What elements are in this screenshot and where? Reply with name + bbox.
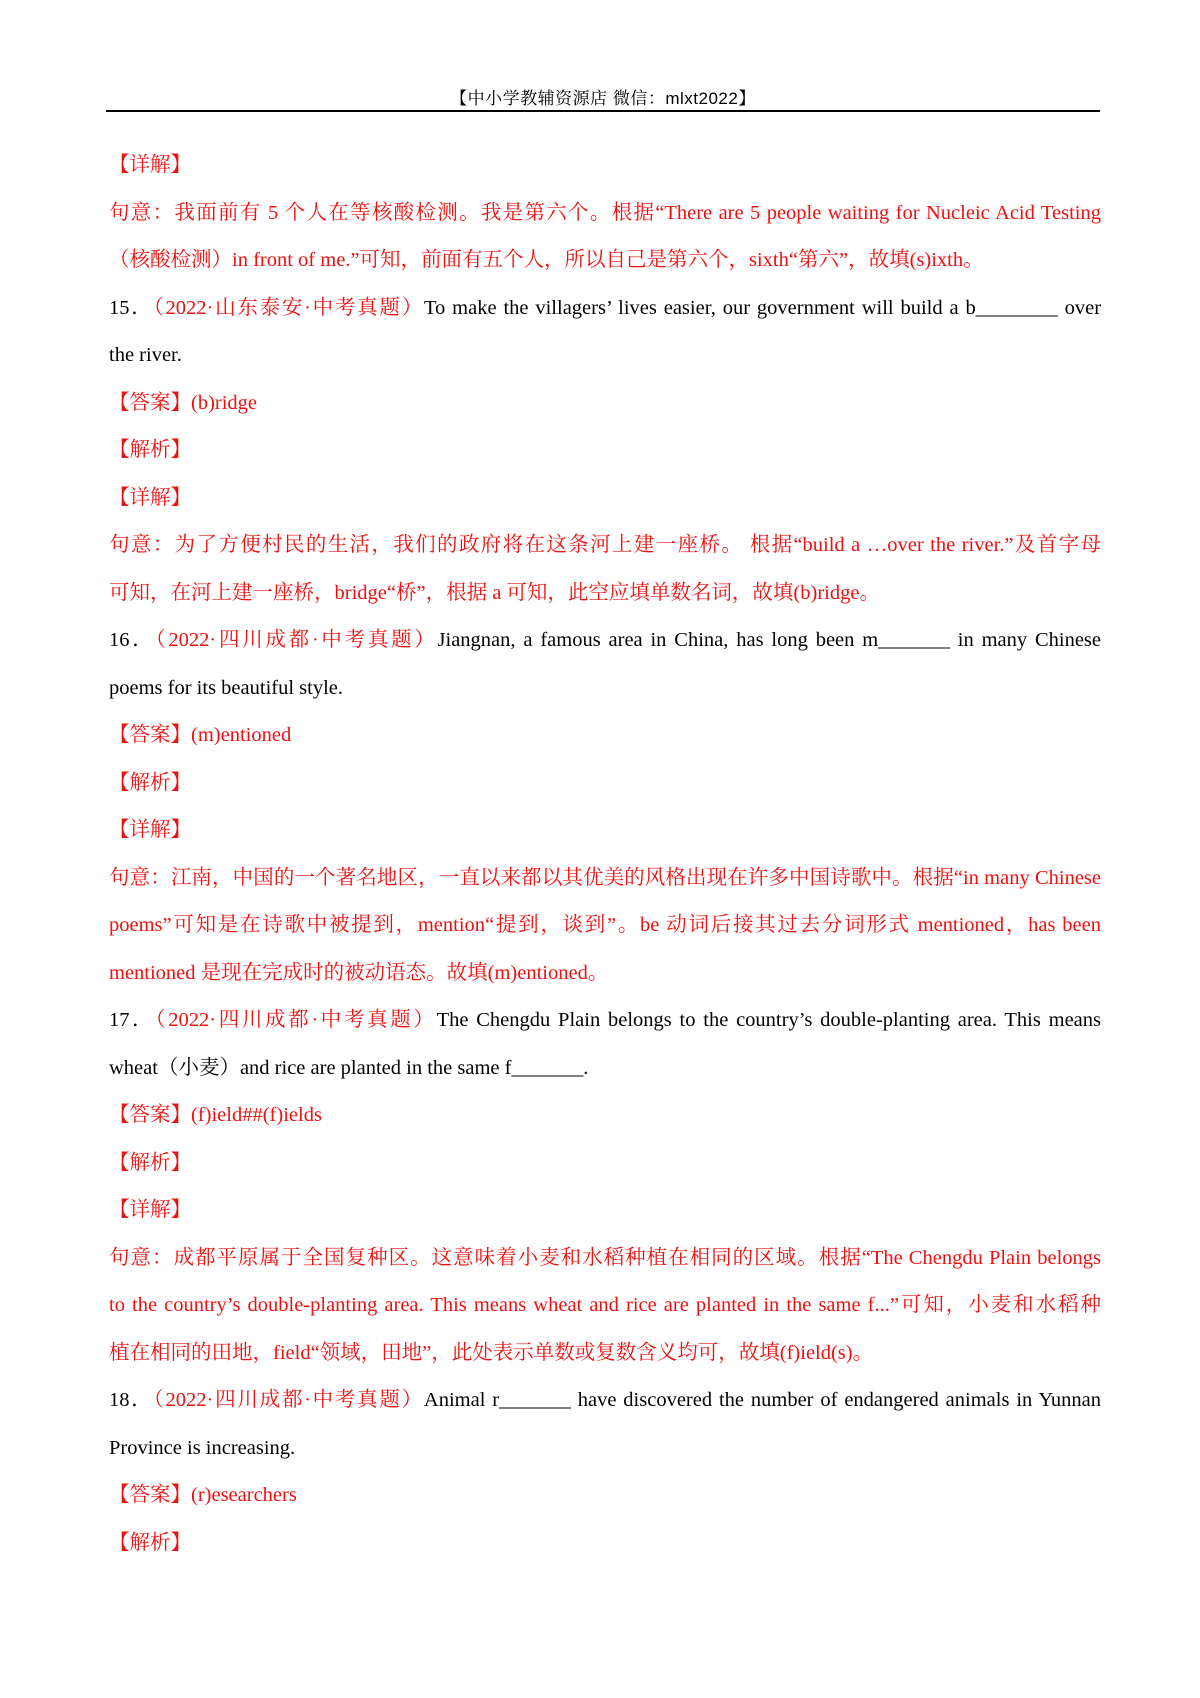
question-source: （2022·山东泰安·中考真题）: [153, 296, 424, 319]
text-line: 【详解】: [109, 1199, 191, 1221]
question-line: [109, 285, 1101, 333]
text-line: 【答案】(b)ridge: [109, 391, 258, 414]
question-line: [109, 1377, 1101, 1425]
text-line: 【答案】(f)ield##(f)ields: [109, 1104, 322, 1126]
text-line: 句意：我面前有 5 个人在等核酸检测。我是第六个。根据“There are 5 people waiting for Nucleic Acid Testing: [109, 201, 1101, 224]
text-line: 【详解】: [109, 486, 191, 509]
question-text: Jiangnan, a famous area in China, has long been m_______ in many Chinese: [437, 629, 1102, 651]
question-number: 17．: [109, 1009, 156, 1031]
text-line: 【答案】(r)esearchers: [109, 1484, 297, 1506]
text-line: the river.: [109, 344, 182, 366]
text-line: wheat（小麦）and rice are planted in the same f_______.: [109, 1056, 589, 1079]
text-line: （核酸检测）in front of me.”可知，前面有五个人，所以自己是第六个，sixth“第六”，故填(s)ixth。: [109, 249, 984, 271]
page-header: 【中小学教辅资源店 微信：mlxt2022】: [450, 89, 756, 108]
question-source: （2022·四川成都·中考真题）: [155, 629, 438, 651]
text-line: 句意：为了方便村民的生活，我们的政府将在这条河上建一座桥。 根据“build a …over the river.”及首字母: [109, 534, 1101, 556]
question-line: [109, 997, 1101, 1045]
text-line: 【详解】: [109, 819, 191, 841]
question-number: 15．: [109, 296, 154, 319]
text-line: poems for its beautiful style.: [109, 676, 343, 699]
document-body: [109, 142, 1101, 1567]
question-text: Animal r_______ have discovered the number of endangered animals in Yunnan: [423, 1389, 1102, 1411]
text-line: 【详解】: [109, 154, 191, 176]
text-line: Province is increasing.: [109, 1436, 296, 1459]
question-line: [109, 617, 1101, 665]
text-line: 【解析】: [109, 771, 191, 794]
question-text: To make the villagers’ lives easier, our government will build a b________ over: [423, 296, 1102, 319]
question-number: 18．: [109, 1389, 154, 1411]
text-line: 【解析】: [109, 1151, 191, 1174]
text-line: poems”可知是在诗歌中被提到，mention“提到，谈到”。be 动词后接其过去分词形式 mentioned，has been: [109, 914, 1101, 936]
text-line: 植在相同的田地，field“领域，田地”，此处表示单数或复数含义均可，故填(f)ield(s)。: [109, 1341, 874, 1364]
header-divider: [106, 110, 1100, 112]
text-line: to the country’s double-planting area. This means wheat and rice are planted in the same f...”可知，小麦和水稻种: [109, 1294, 1101, 1316]
text-line: 句意：江南，中国的一个著名地区，一直以来都以其优美的风格出现在许多中国诗歌中。根据“in many Chinese: [109, 866, 1101, 889]
text-line: 句意：成都平原属于全国复种区。这意味着小麦和水稻种植在相同的区域。根据“The Chengdu Plain belongs: [109, 1246, 1101, 1269]
text-line: 可知，在河上建一座桥，bridge“桥”，根据 a 可知，此空应填单数名词，故填(b)ridge。: [109, 581, 880, 604]
text-line: 【答案】(m)entioned: [109, 724, 292, 746]
question-source: （2022·四川成都·中考真题）: [155, 1009, 437, 1031]
question-number: 16．: [109, 629, 156, 651]
text-line: mentioned 是现在完成时的被动语态。故填(m)entioned。: [109, 961, 609, 984]
text-line: 【解析】: [109, 1531, 191, 1554]
question-text: The Chengdu Plain belongs to the country’s double-planting area. This means: [436, 1009, 1101, 1031]
question-source: （2022·四川成都·中考真题）: [153, 1389, 424, 1411]
text-line: 【解析】: [109, 439, 191, 461]
